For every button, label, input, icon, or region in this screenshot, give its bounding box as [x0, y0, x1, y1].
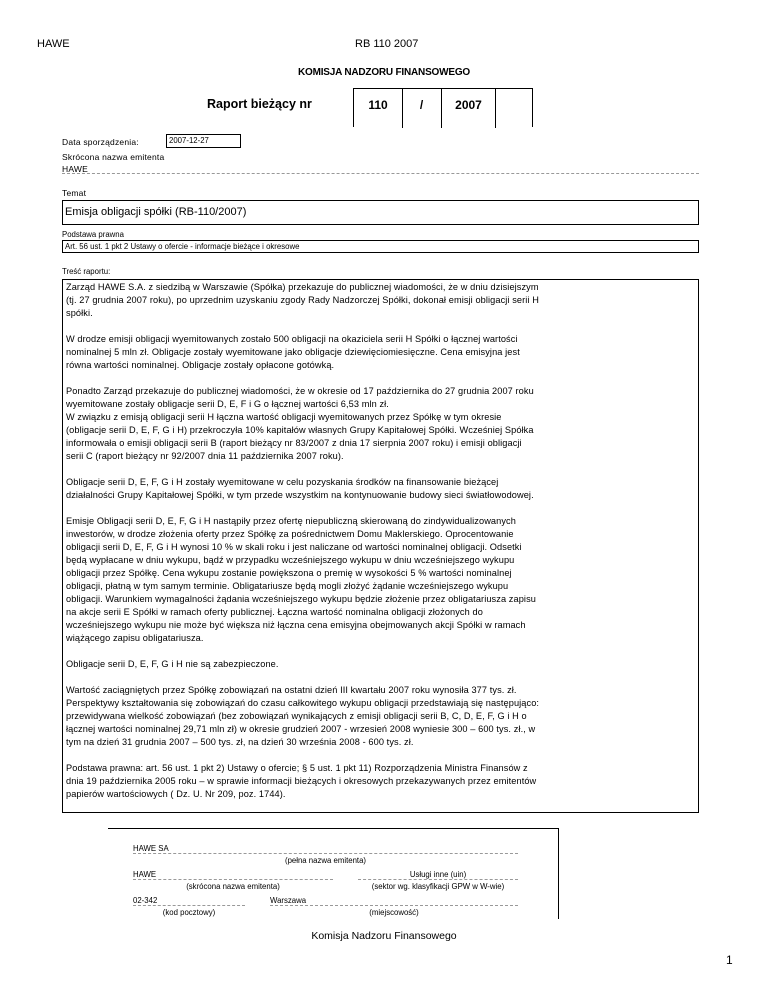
legal-basis-box [62, 240, 699, 253]
footer-full-name-label: (pełna nazwa emitenta) [284, 856, 367, 865]
header-report-code: RB 110 2007 [355, 38, 419, 50]
content-line: obligacji serii D, E, F, G i H wynosi 10 % w skali roku i jest naliczane od wartości nominalnej obligacji. Odsetki [66, 542, 522, 552]
date-label: Data sporządzenia: [62, 137, 139, 147]
report-number-box [353, 88, 533, 127]
content-line: łącznej wartości nominalnej 29,71 mln zł) w okresie grudzień 2007 - wrzesień 2008 wyniesie 300 – 600 tys. zł., w [66, 724, 536, 734]
date-value: 2007-12-27 [169, 136, 209, 145]
report-number: 110 [368, 98, 388, 112]
content-line: Obligacje serii D, E, F, G i H nie są zabezpieczone. [66, 659, 279, 669]
content-line: W drodze emisji obligacji wyemitowanych zostało 500 obligacji na okaziciela serii H Spółki o łącznej wartości [66, 334, 518, 344]
content-paragraph [66, 658, 695, 671]
content-line: Obligacje serii D, E, F, G i H zostały wyemitowane w celu pozyskania środków na finansowanie bieżącej [66, 477, 499, 487]
topic-label: Temat [62, 188, 87, 198]
report-separator: / [419, 98, 424, 112]
content-line: równa wartości nominalnej. Obligacje zostały opłacone gotówką. [66, 360, 335, 370]
content-line: tym na dzień 31 grudnia 2007 – 500 tys. zł, na dzień 30 września 2008 - 600 tys. zł. [66, 737, 414, 747]
footer-postal-label: (kod pocztowy) [162, 908, 216, 917]
footer-short-name-label: (skrócona nazwa emitenta) [186, 882, 280, 891]
content-line: na akcje serii E Spółki w ramach oferty publicznej. Łączna wartość nominalna obligacji złożonych do [66, 607, 483, 617]
content-paragraph [66, 281, 695, 320]
footer-postal-value: 02-342 [133, 896, 158, 905]
content-line: będą wypłacane w dniu wykupu, bądź w przypadku wcześniejszego wykupu w dniu wcześniejszego wykupu [66, 555, 515, 565]
footer-city-value: Warszawa [270, 896, 307, 905]
report-year: 2007 [455, 98, 482, 112]
report-content [66, 281, 695, 801]
content-line: Perspektywy kształtowania się zobowiązań do czasu całkowitego wykupu obligacji przedstawiają się następująco: [66, 698, 540, 708]
content-line: obligacji przez Spółkę. Cena wykupu zostanie powiększona o premię w wysokości 5 % wartości nominalnej [66, 568, 512, 578]
content-line: Emisje Obligacji serii D, E, F, G i H nastąpiły przez ofertę niepubliczną skierowaną do zindywidualizowanych [66, 516, 516, 526]
content-line: Podstawa prawna: art. 56 ust. 1 pkt 2) Ustawy o ofercie; § 5 ust. 1 pkt 11) Rozporządzenia Ministra Finansów z [66, 763, 528, 773]
content-paragraph [66, 762, 695, 801]
content-line: (obligacje serii D, E, F, G i H) przekroczyła 10% kapitałów własnych Grupy Kapitałowej Spółki. Wcześniej Spółka [66, 425, 534, 435]
content-line: przewidywana wielkość zobowiązań (bez zobowiązań wynikających z emisji obligacji serii B, C, D, E, F, G i H o [66, 711, 527, 721]
content-line: nominalnej 5 mln zł. Obligacje zostały wyemitowane jako obligacje dziewięciomiesięczne. Cena emisyjna jest [66, 347, 520, 357]
header-company: HAWE [37, 38, 70, 50]
footer-sector-value: Usługi inne (uin) [409, 870, 467, 879]
content-line: Wartość zaciągniętych przez Spółkę zobowiązań na ostatni dzień III kwartału 2007 roku wynosiła 377 tys. zł. [66, 685, 517, 695]
content-line: spółki. [66, 308, 93, 318]
content-line: wcześniejszego wykupu nie może być większa niż łączna cena emisyjna obejmowanych akcji Spółki w ramach [66, 620, 526, 630]
content-line: Ponadto Zarząd przekazuje do publicznej wiadomości, że w okresie od 17 października do 27 grudnia 2007 roku [66, 386, 534, 396]
content-line: inwestorów, w drodze złożenia oferty przez Spółkę za pośrednictwem Domu Maklerskiego. Oprocentowanie [66, 529, 514, 539]
footer-short-name-value: HAWE [133, 870, 157, 879]
authority-heading: KOMISJA NADZORU FINANSOWEGO [297, 67, 470, 78]
topic-value: Emisja obligacji spółki (RB-110/2007) [65, 206, 247, 218]
content-paragraph [66, 476, 695, 502]
footer-authority: Komisja Nadzoru Finansowego [311, 930, 457, 942]
content-paragraph [66, 515, 695, 645]
content-line: Zarząd HAWE S.A. z siedzibą w Warszawie (Spółka) przekazuje do publicznej wiadomości, że w dniu dzisiejszym [66, 282, 539, 292]
page-number: 1 [726, 953, 733, 967]
date-box [166, 134, 241, 148]
content-line: serii C (raport bieżący nr 92/2007 dnia 11 października 2007 roku). [66, 451, 344, 461]
short-name-value: HAWE [62, 164, 88, 174]
content-line: (tj. 27 grudnia 2007 roku), po uprzednim uzyskaniu zgody Rady Nadzorczej Spółki, dokonał emisji obligacji serii H [66, 295, 539, 305]
content-line: działalności Grupy Kapitałowej Spółki, w tym przede wszystkim na kontynuowanie budowy sieci światłowodowej. [66, 490, 534, 500]
content-paragraph [66, 385, 695, 463]
content-line: wyemitowane zostały obligacje serii D, E, F i G o łącznej wartości 6,53 mln zł. [66, 399, 389, 409]
content-paragraph [66, 333, 695, 372]
footer-sector-label: (sektor wg. klasyfikacji GPW w W-wie) [371, 882, 505, 891]
content-line: wiążącego zapisu obligatariusza. [66, 633, 204, 643]
content-paragraph [66, 684, 695, 749]
footer-city-label: (miejscowość) [369, 908, 419, 917]
report-content-box [62, 279, 699, 813]
content-line: obligacji, płatną w tym samym terminie. Obligatariusze będą mogli złożyć żądanie wcześniejszego wykupu [66, 581, 509, 591]
footer-full-name-value: HAWE SA [133, 844, 169, 853]
report-number-label: Raport bieżący nr [207, 97, 312, 111]
content-line: dnia 19 października 2005 roku – w sprawie informacji bieżących i okresowych przekazywanych przez emitentów [66, 776, 537, 786]
topic-box [62, 200, 699, 225]
short-name-label: Skrócona nazwa emitenta [62, 152, 165, 162]
legal-basis-value: Art. 56 ust. 1 pkt 2 Ustawy o ofercie - informacje bieżące i okresowe [65, 242, 300, 251]
content-line: informowała o emisji obligacji serii B (raport bieżący nr 83/2007 z dnia 17 sierpnia 2007 roku) i emisji obligacji [66, 438, 522, 448]
content-line: obligacji. Warunkiem wymagalności żądania wcześniejszego wykupu będzie złożenie przez obligatariusza zapisu [66, 594, 536, 604]
content-label: Treść raportu: [62, 267, 111, 276]
legal-basis-label: Podstawa prawna [62, 230, 124, 239]
content-line: papierów wartościowych ( Dz. U. Nr 209, poz. 1744). [66, 789, 286, 799]
content-line: W związku z emisją obligacji serii H łączna wartość obligacji wyemitowanych przez Spółkę w tym okresie [66, 412, 502, 422]
